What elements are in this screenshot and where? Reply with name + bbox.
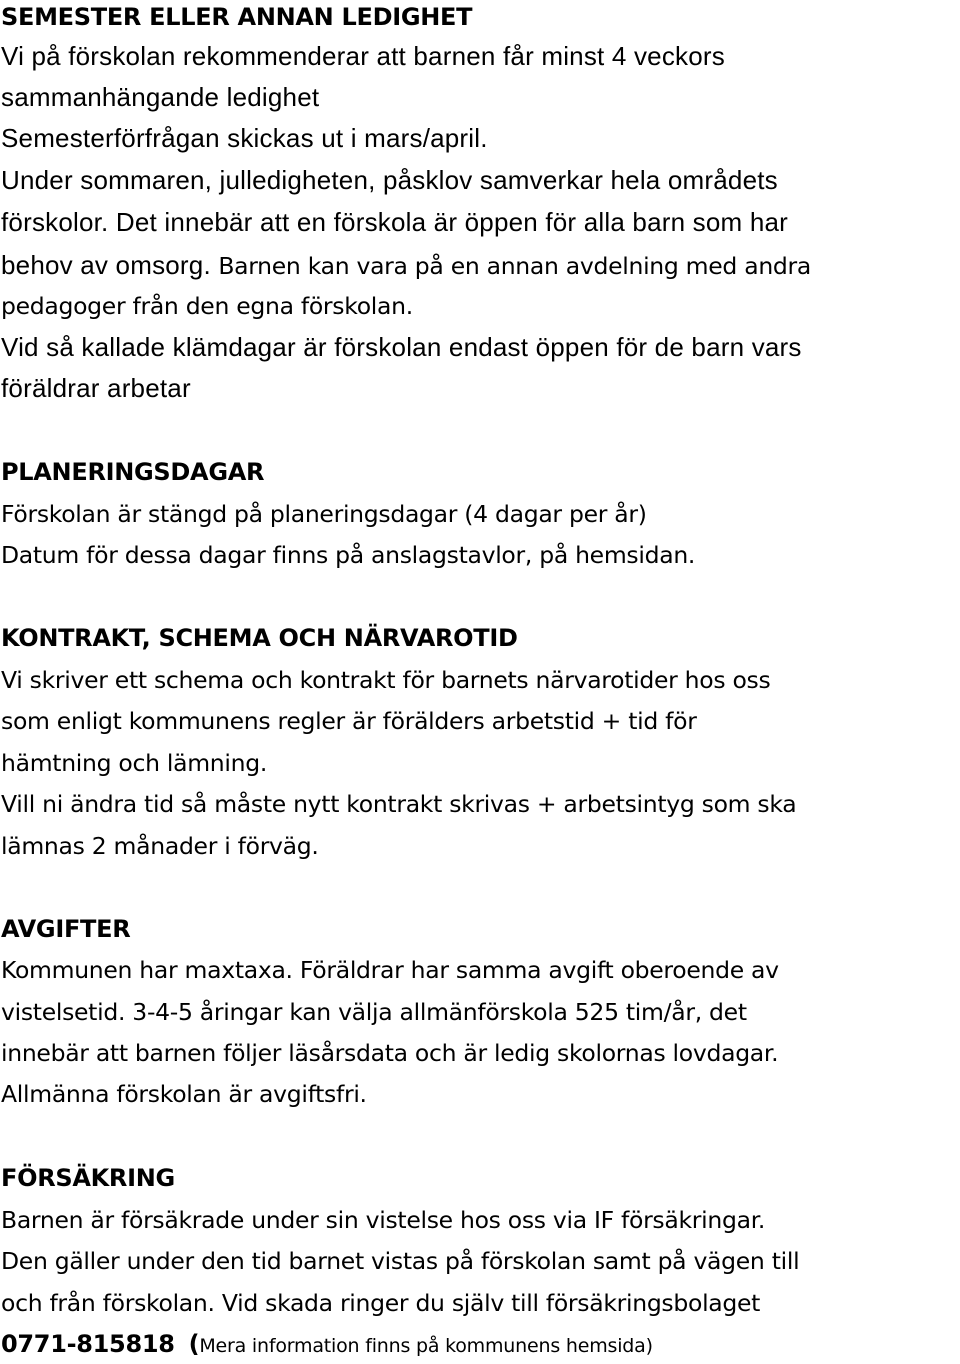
phone-number: 0771-815818	[1, 1330, 175, 1358]
avgifter-line-2	[1, 995, 747, 1029]
semester-line-7: pedagoger från den egna förskolan.	[1, 292, 413, 320]
semester-line-6b: Barnen kan vara på en annan avdelning med andra	[218, 252, 811, 280]
kontrakt-line-4: Vill ni ändra tid så måste nytt kontrakt skrivas + arbetsintyg som ska	[1, 790, 797, 818]
planeringsdagar-line-1: Förskolan är stängd på planeringsdagar (4 dagar per år)	[1, 500, 647, 528]
avgifter-line-2a: vistelsetid.	[1, 998, 126, 1026]
avgifter-line-2b: 3-4-5 åringar kan välja allmänförskola 525 tim/år, det	[132, 998, 747, 1026]
semester-line-1: Vi på förskolan rekommenderar att barnen får minst 4 veckors	[1, 41, 725, 71]
avgifter-line-4: Allmänna förskolan är avgiftsfri.	[1, 1080, 367, 1108]
semester-line-8: Vid så kallade klämdagar är förskolan endast öppen för de barn vars	[1, 332, 802, 362]
heading-planeringsdagar: PLANERINGSDAGAR	[1, 458, 265, 486]
kontrakt-line-2: som enligt kommunens regler är förälders arbetstid + tid för	[1, 707, 697, 735]
forsakring-contact-line	[1, 1327, 653, 1363]
forsakring-line-3a: och från förskolan.	[1, 1289, 215, 1317]
forsakring-line-3	[1, 1286, 760, 1320]
semester-line-6	[1, 248, 811, 283]
forsakring-line-3b: Vid skada ringer du själv till försäkringsbolaget	[221, 1289, 761, 1317]
planeringsdagar-line-2: Datum för dessa dagar finns på anslagstavlor, på hemsidan.	[1, 541, 696, 569]
heading-forsakring: FÖRSÄKRING	[1, 1164, 175, 1192]
info-note: Mera information finns på kommunens hemsida)	[199, 1335, 653, 1357]
heading-semester: SEMESTER ELLER ANNAN LEDIGHET	[1, 3, 473, 31]
semester-line-5: förskolor. Det innebär att en förskola är öppen för alla barn som har	[1, 207, 788, 237]
avgifter-line-3: innebär att barnen följer läsårsdata och är ledig skolornas lovdagar.	[1, 1039, 779, 1067]
semester-line-3: Semesterförfrågan skickas ut i mars/april.	[1, 123, 488, 153]
kontrakt-line-1: Vi skriver ett schema och kontrakt för barnets närvarotider hos oss	[1, 666, 771, 694]
semester-line-4: Under sommaren, julledigheten, påsklov samverkar hela områdets	[1, 165, 778, 195]
heading-kontrakt: KONTRAKT, SCHEMA OCH NÄRVAROTID	[1, 624, 518, 652]
kontrakt-line-5: lämnas 2 månader i förväg.	[1, 832, 319, 860]
semester-line-6a: behov av omsorg.	[1, 250, 211, 280]
forsakring-line-1: Barnen är försäkrade under sin vistelse hos oss via IF försäkringar.	[1, 1206, 766, 1234]
paren-open: (	[188, 1330, 200, 1358]
kontrakt-line-3: hämtning och lämning.	[1, 749, 267, 777]
semester-line-9: föräldrar arbetar	[1, 373, 191, 403]
heading-avgifter: AVGIFTER	[1, 915, 131, 943]
avgifter-line-1: Kommunen har maxtaxa. Föräldrar har samma avgift oberoende av	[1, 956, 779, 984]
semester-line-2: sammanhängande ledighet	[1, 82, 320, 112]
forsakring-line-2: Den gäller under den tid barnet vistas på förskolan samt på vägen till	[1, 1247, 800, 1275]
